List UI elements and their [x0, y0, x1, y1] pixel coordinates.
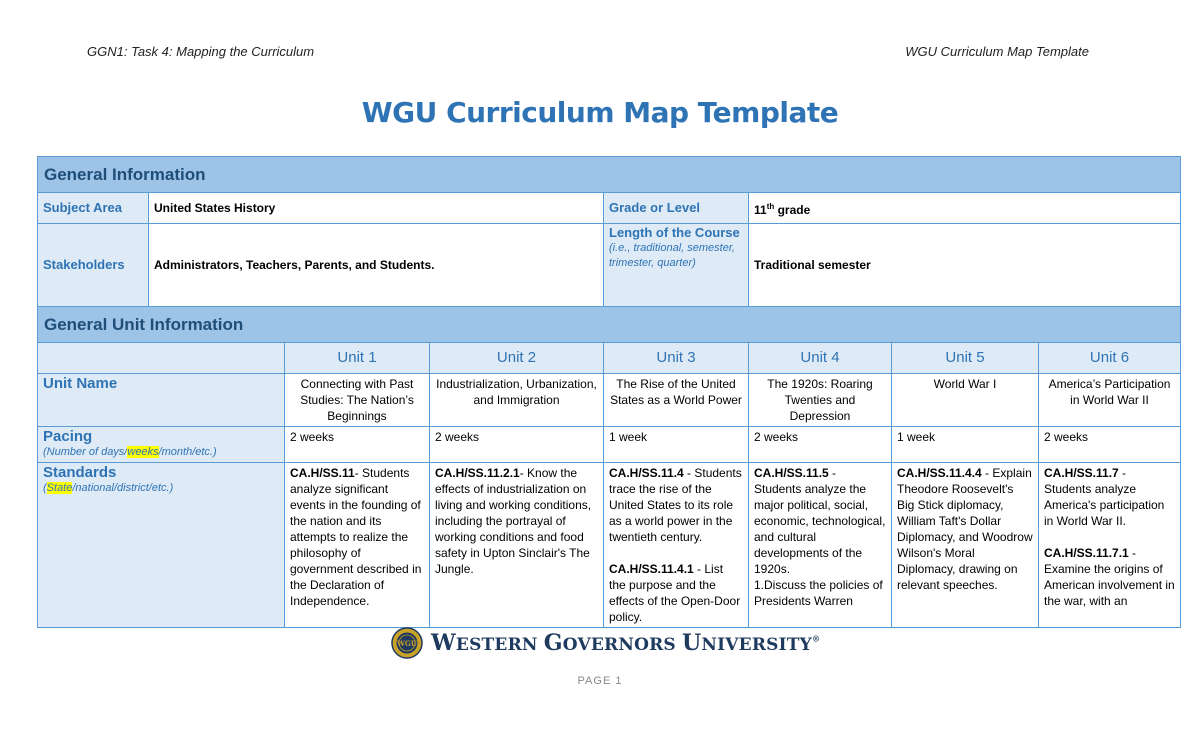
pacing-hint-highlight: weeks — [127, 446, 159, 458]
standard-code: CA.H/SS.11 — [290, 466, 355, 480]
page-number: PAGE 1 — [577, 675, 623, 687]
grade-level-value — [749, 193, 1181, 224]
standard-code: CA.H/SS.11.2.1 — [435, 466, 520, 480]
standard-entry — [1044, 545, 1175, 609]
standard-code: CA.H/SS.11.4 — [609, 466, 684, 480]
wgu-seal-icon — [391, 627, 423, 659]
grade-suffix: th — [766, 201, 775, 211]
course-length-value: Traditional semester — [749, 224, 1181, 307]
unit-3-name: The Rise of the United States as a World Power — [604, 374, 749, 427]
standards-label — [38, 463, 285, 628]
standard-text: - List the purpose and the effects of the Open-Door policy. — [609, 562, 741, 624]
standards-hint — [43, 481, 279, 496]
standard-code: CA.H/SS.11.5 — [754, 466, 829, 480]
unit-6-standards — [1039, 463, 1181, 628]
general-unit-information-heading: General Unit Information — [38, 307, 1181, 343]
standard-code: CA.H/SS.11.7.1 — [1044, 546, 1129, 560]
subject-area-label: Subject Area — [38, 193, 149, 224]
standard-code: CA.H/SS.11.7 — [1044, 466, 1119, 480]
pacing-hint-b: /month/etc.) — [158, 446, 217, 458]
standards-hint-a: ( — [43, 482, 47, 494]
stakeholders-value: Administrators, Teachers, Parents, and Students. — [149, 224, 604, 307]
course-length-title: Length of the Course — [609, 225, 740, 240]
unit-3-header: Unit 3 — [604, 343, 749, 374]
unit-2-pacing: 2 weeks — [430, 427, 604, 463]
pacing-title: Pacing — [43, 428, 93, 445]
stakeholders-label: Stakeholders — [38, 224, 149, 307]
pacing-label — [38, 427, 285, 463]
standard-entry — [1044, 465, 1175, 529]
standard-entry — [609, 561, 743, 625]
unit-3-standards — [604, 463, 749, 628]
unit-name-title: Unit Name — [43, 375, 118, 392]
unit-5-name: World War I — [892, 374, 1039, 427]
unit-6-pacing: 2 weeks — [1039, 427, 1181, 463]
standard-text: - Students trace the rise of the United States to its role as a world power in the twentieth century. — [609, 466, 742, 544]
standard-text: - Students analyze America's participation in World War II. — [1044, 466, 1165, 528]
standards-hint-highlight: State — [46, 482, 73, 494]
wordmark-part: ESTERN — [455, 635, 544, 655]
standard-code: CA.H/SS.11.4.4 — [897, 466, 982, 480]
wordmark-part: G — [543, 630, 563, 656]
unit-5-header: Unit 5 — [892, 343, 1039, 374]
unit-1-standards — [285, 463, 430, 628]
standards-hint-b: /national/district/etc.) — [72, 482, 174, 494]
wgu-logo — [391, 626, 820, 660]
registered-mark: ® — [812, 633, 821, 644]
unit-4-pacing: 2 weeks — [749, 427, 892, 463]
unit-1-name: Connecting with Past Studies: The Nation’s Beginnings — [285, 374, 430, 427]
unit-2-header: Unit 2 — [430, 343, 604, 374]
standard-text: - Students analyze significant events in the founding of the nation and its attempts to realize the philosophy of government described in the Declaration of Independence. — [290, 466, 422, 608]
standard-code: CA.H/SS.11.4.1 — [609, 562, 694, 576]
subject-area-value: United States History — [149, 193, 604, 224]
unit-5-standards — [892, 463, 1039, 628]
unit-header-blank — [38, 343, 285, 374]
standard-text: 1.Discuss the policies of Presidents Warren — [754, 578, 883, 608]
unit-5-pacing: 1 week — [892, 427, 1039, 463]
unit-4-name: The 1920s: Roaring Twenties and Depression — [749, 374, 892, 427]
pacing-hint-a: (Number of days/ — [43, 446, 128, 458]
unit-6-header: Unit 6 — [1039, 343, 1181, 374]
header-left: GGN1: Task 4: Mapping the Curriculum — [87, 44, 315, 59]
unit-name-label — [38, 374, 285, 427]
unit-4-standards — [749, 463, 892, 628]
unit-2-standards — [430, 463, 604, 628]
curriculum-map-table — [37, 156, 1181, 628]
standard-text: - Explain Theodore Roosevelt's Big Stick diplomacy, William Taft's Dollar Diplomacy, and Woodrow Wilson's Moral Diplomacy, drawing on relevant speeches. — [897, 466, 1033, 592]
header-right: WGU Curriculum Map Template — [905, 44, 1089, 59]
wordmark-part: U — [682, 630, 702, 656]
standard-text: - Examine the origins of American involvement in the war, with an — [1044, 546, 1175, 608]
pacing-hint — [43, 445, 279, 460]
standard-entry — [754, 465, 886, 577]
standard-text: - Know the effects of industrialization on living and working conditions, including the portrayal of working conditions and food safety in Upton Sinclair's The Jungle. — [435, 466, 592, 576]
unit-6-name: America’s Participation in World War II — [1039, 374, 1181, 427]
general-information-heading: General Information — [38, 157, 1181, 193]
unit-1-pacing: 2 weeks — [285, 427, 430, 463]
wgu-wordmark — [431, 630, 820, 656]
standards-title: Standards — [43, 464, 117, 481]
wordmark-part: OVERNORS — [562, 635, 683, 655]
grade-level-label: Grade or Level — [604, 193, 749, 224]
unit-4-header: Unit 4 — [749, 343, 892, 374]
unit-3-pacing: 1 week — [604, 427, 749, 463]
course-length-hint: (i.e., traditional, semester, trimester, quarter) — [609, 242, 735, 269]
unit-1-header: Unit 1 — [285, 343, 430, 374]
page-title: WGU Curriculum Map Template — [361, 96, 839, 129]
unit-2-name: Industrialization, Urbanization, and Immigration — [430, 374, 604, 427]
wordmark-part: W — [431, 630, 456, 656]
wordmark-part: NIVERSITY — [701, 635, 812, 655]
seal-text: WGU — [397, 639, 417, 648]
grade-word: grade — [774, 202, 811, 217]
grade-number: 11 — [754, 202, 767, 217]
standard-text: - Students analyze the major political, social, economic, technological, and cultural developments of the 1920s. — [754, 466, 886, 576]
standard-entry — [609, 465, 743, 545]
course-length-label — [604, 224, 749, 307]
